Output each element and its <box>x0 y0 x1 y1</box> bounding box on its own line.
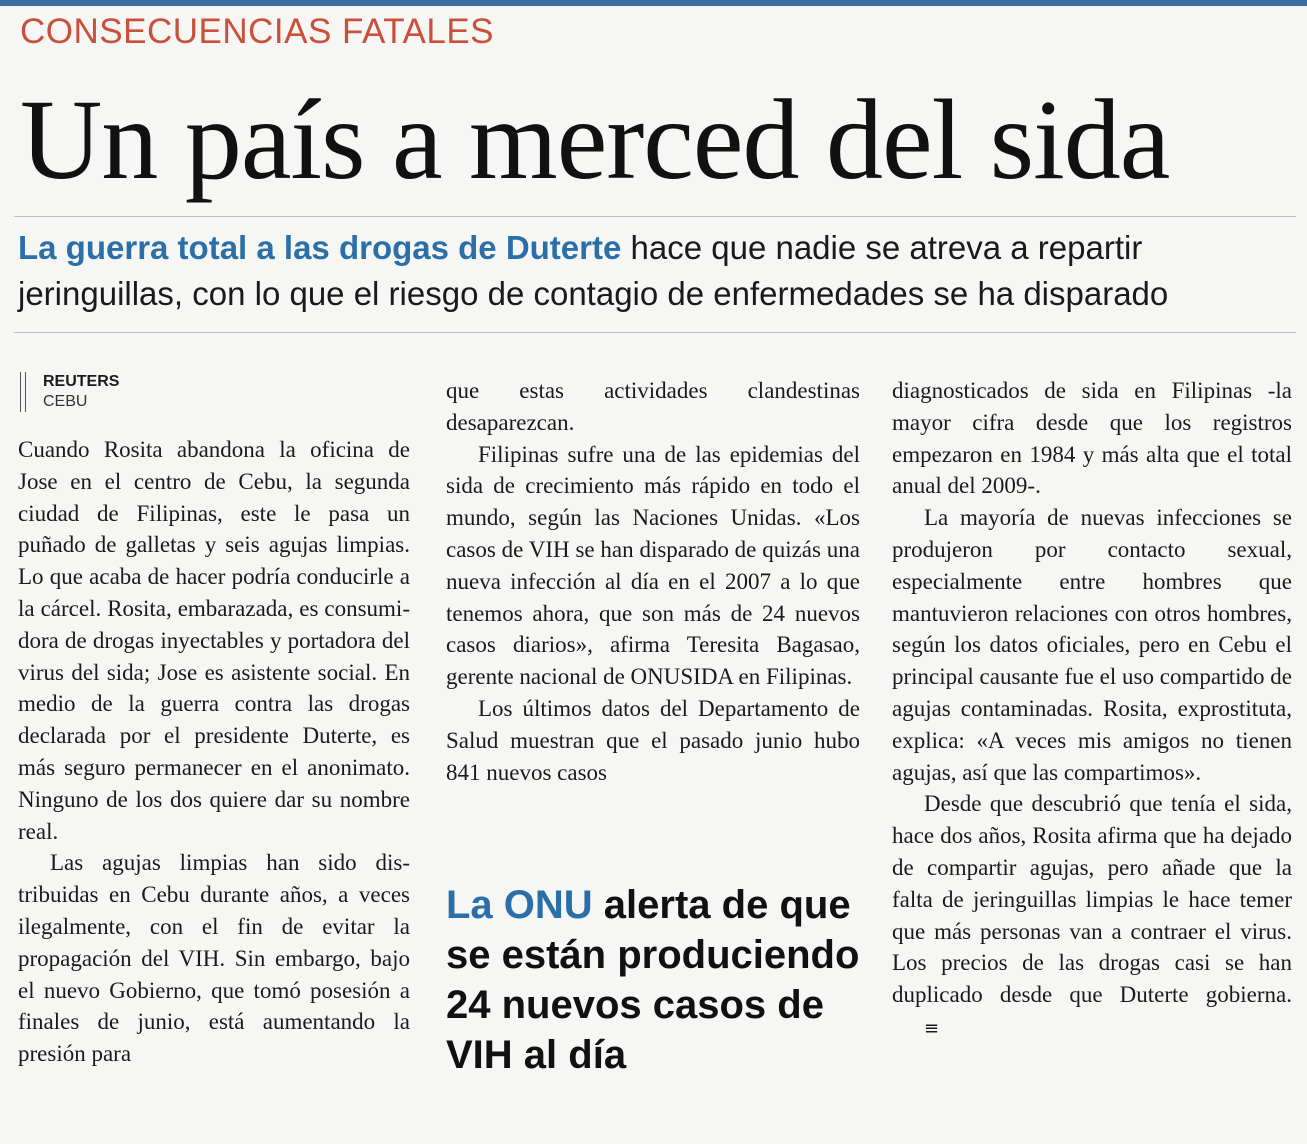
rule-bottom <box>14 332 1296 333</box>
article-column-1 <box>18 434 410 1070</box>
rule-top <box>14 216 1296 217</box>
headline: Un país a merced del sida <box>20 76 1170 203</box>
pull-quote-lead: La ONU <box>446 883 593 927</box>
top-color-bar <box>0 0 1307 6</box>
subheadline-rest: hace que nadie se atreva a repartir jeringuillas, con lo que el riesgo de contagio de enfermedades se ha disparado <box>18 229 1169 312</box>
paragraph: La mayoría de nuevas infecciones se produjeron por contacto sexual, especialmente entre hombres que mantuvieron relaciones con otros hombres, según los datos oficiales, pero en Cebu el principal causante fue el uso compartido de agujas contaminadas. Rosita, exprostituta, explica: «A veces mis amigos no tienen agujas, así que las compartimos». <box>892 505 1292 785</box>
byline <box>20 372 119 412</box>
byline-agency: REUTERS <box>43 373 120 390</box>
paragraph: Los últimos datos del Departamento de Salud muestran que el pasado junio hubo 841 nuevos casos <box>446 695 860 785</box>
article-column-3 <box>892 375 1292 1045</box>
subheadline <box>18 225 1300 317</box>
pull-quote-rest: alerta de que se están produciendo 24 nuevos casos de VIH al día <box>446 883 860 1077</box>
paragraph: Cuando Rosita abandona la oficina de Jose en el centro de Cebu, la segunda ciudad de Filipinas, este le pasa un puñado de galletas y seis agujas limpias. Lo que acaba de hacer podría conducirle a la cárcel. Rosita, embarazada, es consumidora de drogas inyectables y portadora del virus del sida; Jose es asistente social. En medio de la guerra contra las drogas declarada por el presidente Duterte, es más seguro permanecer en el anonimato. Ninguno de los dos quiere dar su nombre real. <box>18 437 410 844</box>
subheadline-lead: La guerra total a las drogas de Duterte <box>18 229 622 266</box>
paragraph <box>892 788 1292 1044</box>
article-column-2 <box>446 375 860 788</box>
byline-location: CEBU <box>43 393 88 410</box>
paragraph: Las agujas limpias han sido distribuidas en Cebu durante años, a veces ilegalmente, con el fin de evitar la propagación del VIH. Sin embargo, bajo el nuevo Gobierno, que tomó posesión a finales de junio, está aumentando la presión para <box>18 850 410 1067</box>
paragraph: Filipinas sufre una de las epidemias del sida de crecimiento más rápido en todo el mundo, según las Naciones Unidas. «Los casos de VIH se han disparado de quizás una nueva infección al día en el 2007 a lo que tenemos ahora, que son más de 24 nuevos casos diarios», afirma Teresita Bagasao, gerente nacional de ONUSIDA en Filipinas. <box>446 441 860 690</box>
paragraph: que estas actividades clandestinas desaparezcan. <box>446 378 860 435</box>
end-of-article-icon: ≡ <box>924 1017 940 1039</box>
paragraph: diagnosticados de sida en Filipinas -la mayor cifra desde que los registros empezaron en 1984 y más alta que el total anual del 2009-. <box>892 378 1292 499</box>
paragraph-text: Desde que descubrió que tenía el sida, hace dos años, Rosita afirma que ha dejado de compartir agujas, pero añade que la falta de jeringuillas limpias le hace temer que más personas van a contraer el virus. Los precios de las drogas casi se han duplicado desde que Duterte gobierna. <box>892 791 1292 1008</box>
section-label: CONSECUENCIAS FATALES <box>20 12 495 51</box>
pull-quote <box>446 880 860 1080</box>
